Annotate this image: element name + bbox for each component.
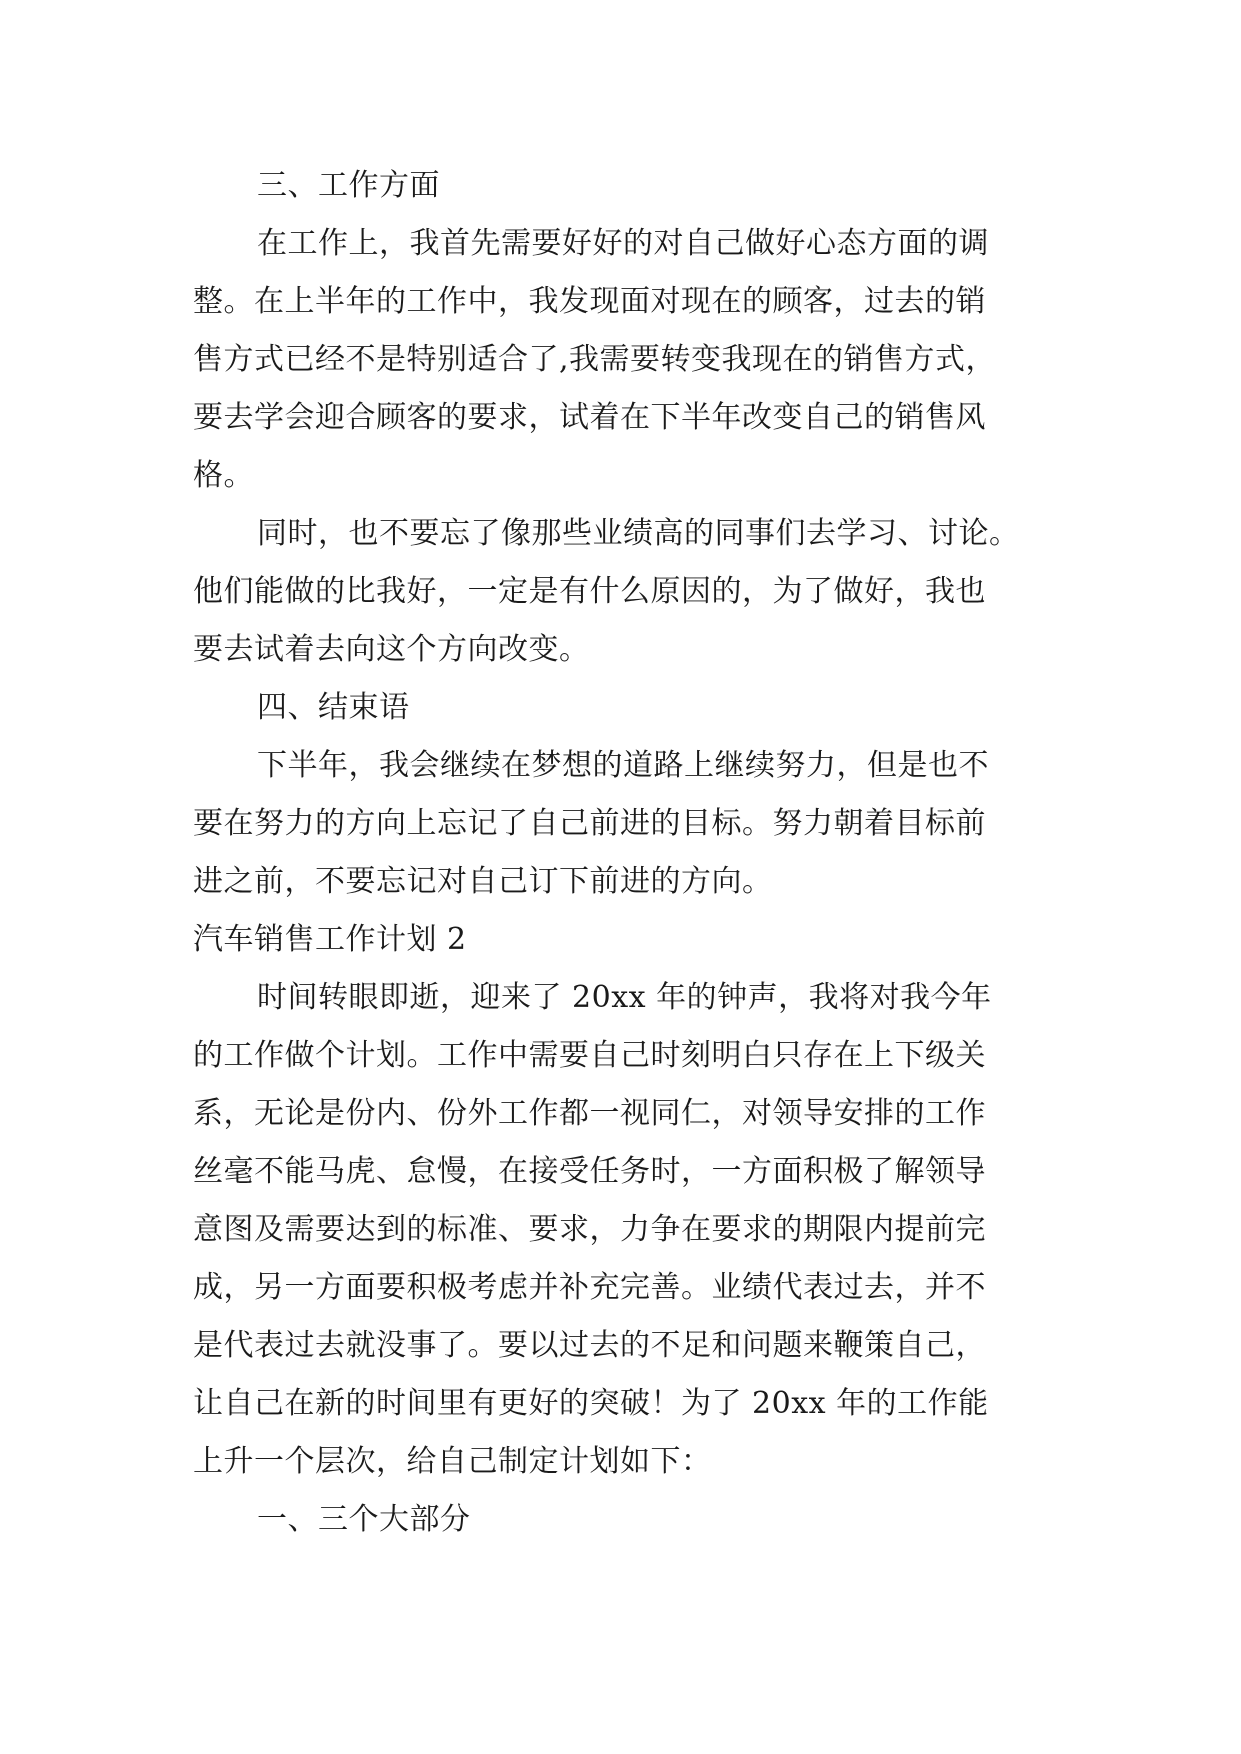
paragraph-line: 同时，也不要忘了像那些业绩高的同事们去学习、讨论。 — [257, 516, 1020, 551]
paragraph-line: 上升一个层次，给自己制定计划如下： — [193, 1444, 712, 1479]
paragraph-line: 的工作做个计划。工作中需要自己时刻明白只存在上下级关 — [193, 1038, 986, 1073]
paragraph-line: 意图及需要达到的标准、要求，力争在要求的期限内提前完 — [193, 1212, 986, 1247]
document-title: 汽车销售工作计划 2 — [193, 922, 467, 957]
paragraph-line: 时间转眼即逝，迎来了 20xx 年的钟声，我将对我今年 — [257, 980, 992, 1015]
paragraph-line: 丝毫不能马虎、怠慢，在接受任务时，一方面积极了解领导 — [193, 1154, 986, 1189]
paragraph-line: 进之前，不要忘记对自己订下前进的方向。 — [193, 864, 773, 899]
section-heading-conclusion: 四、结束语 — [257, 690, 410, 725]
paragraph-line: 是代表过去就没事了。要以过去的不足和问题来鞭策自己， — [193, 1328, 986, 1363]
paragraph-line: 要去学会迎合顾客的要求，试着在下半年改变自己的销售风 — [193, 400, 986, 435]
paragraph-line: 要去试着去向这个方向改变。 — [193, 632, 590, 667]
paragraph-line: 要在努力的方向上忘记了自己前进的目标。努力朝着目标前 — [193, 806, 986, 841]
section-heading-three-parts: 一、三个大部分 — [257, 1502, 471, 1537]
section-heading-work: 三、工作方面 — [257, 168, 440, 203]
paragraph-line: 售方式已经不是特别适合了,我需要转变我现在的销售方式， — [193, 342, 997, 377]
paragraph-line: 他们能做的比我好，一定是有什么原因的，为了做好，我也 — [193, 574, 986, 609]
paragraph-line: 格。 — [193, 458, 254, 493]
paragraph-line: 成，另一方面要积极考虑并补充完善。业绩代表过去，并不 — [193, 1270, 986, 1305]
paragraph-line: 让自己在新的时间里有更好的突破！为了 20xx 年的工作能 — [193, 1386, 989, 1421]
paragraph-line: 系，无论是份内、份外工作都一视同仁，对领导安排的工作 — [193, 1096, 986, 1131]
paragraph-line: 在工作上，我首先需要好好的对自己做好心态方面的调 — [257, 226, 989, 261]
paragraph-line: 整。在上半年的工作中，我发现面对现在的顾客，过去的销 — [193, 284, 986, 319]
paragraph-line: 下半年，我会继续在梦想的道路上继续努力，但是也不 — [257, 748, 989, 783]
